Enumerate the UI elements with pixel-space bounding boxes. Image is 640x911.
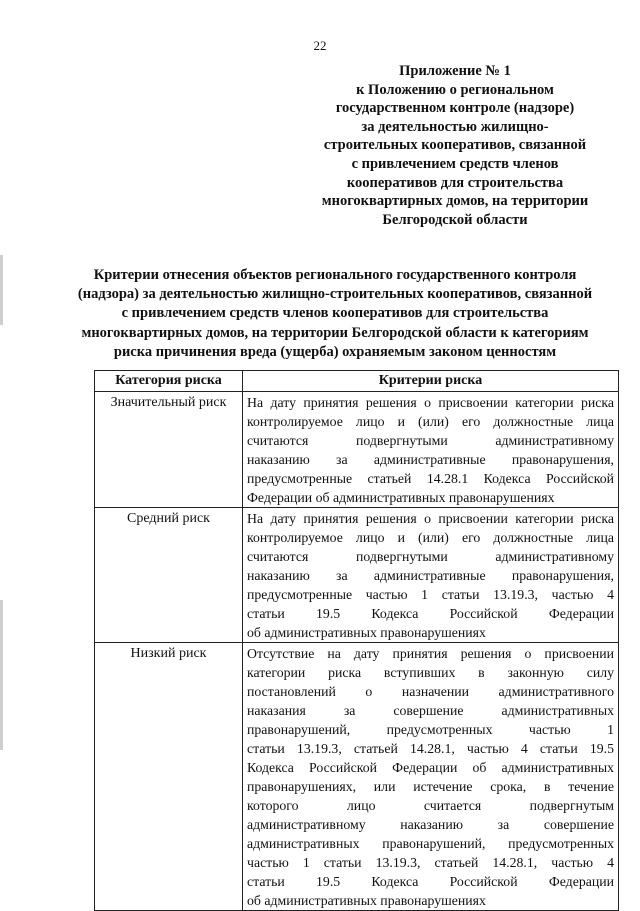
title-line: риска причинения вреда (ущерба) охраняемым законом ценностям xyxy=(113,343,557,360)
scan-edge-mark xyxy=(0,600,3,750)
criteria-line: постановлений о назначении административного xyxy=(247,684,614,699)
table-row-low-risk xyxy=(95,643,619,911)
table-header-row xyxy=(95,371,619,392)
appendix-heading xyxy=(315,62,595,229)
criteria-line: административному наказанию за совершение xyxy=(247,817,614,832)
appendix-line: Приложение № 1 xyxy=(399,63,511,79)
criteria-line: Отсутствие на дату принятия решения о присвоении xyxy=(247,646,614,661)
criteria-line: об административных правонарушениях xyxy=(247,893,486,908)
appendix-line: многоквартирных домов, на территории xyxy=(321,193,589,210)
page-number: 22 xyxy=(313,38,327,53)
criteria-line: категории риска вступивших в законную силу xyxy=(247,665,614,680)
appendix-line: кооперативов для строительства xyxy=(346,174,564,191)
risk-criteria-table xyxy=(94,370,619,911)
category-cell: Низкий риск xyxy=(95,643,243,911)
category-cell: Значительный риск xyxy=(95,392,243,508)
criteria-line: которого лицо считается подвергнутым xyxy=(247,798,614,813)
criteria-line: статьи 19.5 Кодекса Российской Федерации xyxy=(247,606,614,621)
category-column-header: Категория риска xyxy=(95,371,243,392)
table-row-medium-risk xyxy=(95,508,619,643)
criteria-line: предусмотренные частью 1 статьи 13.19.3, частью 4 xyxy=(247,587,614,602)
criteria-line: На дату принятия решения о присвоении категории риска xyxy=(247,511,614,526)
criteria-line: Федерации об административных правонарушениях xyxy=(247,490,555,505)
criteria-line: правонарушениях, или истечение срока, в течение xyxy=(247,779,614,794)
title-line: многоквартирных домов, на территории Белгородской области к категориям xyxy=(81,324,589,341)
criteria-line: На дату принятия решения о присвоении категории риска xyxy=(247,395,614,410)
criteria-line: предусмотренные статьей 14.28.1 Кодекса Российской xyxy=(247,471,614,486)
appendix-line: Белгородской области xyxy=(382,211,528,228)
table-row-significant-risk xyxy=(95,392,619,508)
criteria-line: наказания за совершение административных xyxy=(247,703,614,718)
criteria-line: контролируемое лицо и (или) его должностные лица xyxy=(247,414,614,429)
title-line: (надзора) за деятельностью жилищно-строительных кооперативов, связанной xyxy=(77,286,593,303)
criteria-column-header: Критерии риска xyxy=(243,371,619,392)
appendix-line: с привлечением средств членов xyxy=(351,155,559,172)
criteria-line: наказанию за административные правонарушения, xyxy=(247,452,614,467)
criteria-line: частью 1 статьи 13.19.3, статьей 14.28.1, частью 4 xyxy=(247,855,614,870)
criteria-line: статьи 13.19.3, статьей 14.28.1, частью 4 статьи 19.5 xyxy=(247,741,614,756)
criteria-line: Кодекса Российской Федерации об административных xyxy=(247,760,614,775)
criteria-line: об административных правонарушениях xyxy=(247,625,486,640)
criteria-cell xyxy=(243,508,619,643)
appendix-line: государственном контроле (надзоре) xyxy=(335,100,575,117)
criteria-cell xyxy=(243,392,619,508)
appendix-line: за деятельностью жилищно- xyxy=(361,118,549,135)
criteria-line: считаются подвергнутыми административному xyxy=(247,549,614,564)
category-cell: Средний риск xyxy=(95,508,243,643)
title-line: Критерии отнесения объектов регионального государственного контроля xyxy=(93,267,577,283)
title-line: с привлечением средств членов кооперативов для строительства xyxy=(121,305,549,322)
scan-edge-mark xyxy=(0,255,3,325)
criteria-line: административных правонарушений, предусмотренных xyxy=(247,836,614,851)
appendix-line: к Положению о региональном xyxy=(356,81,554,98)
criteria-line: наказанию за административные правонарушения, xyxy=(247,568,614,583)
criteria-line: статьи 19.5 Кодекса Российской Федерации xyxy=(247,874,614,889)
criteria-line: контролируемое лицо и (или) его должностные лица xyxy=(247,530,614,545)
document-title xyxy=(70,266,600,362)
criteria-line: правонарушений, предусмотренных частью 1 xyxy=(247,722,614,737)
appendix-line: строительных кооперативов, связанной xyxy=(323,137,587,154)
criteria-cell xyxy=(243,643,619,911)
criteria-line: считаются подвергнутыми административному xyxy=(247,433,614,448)
